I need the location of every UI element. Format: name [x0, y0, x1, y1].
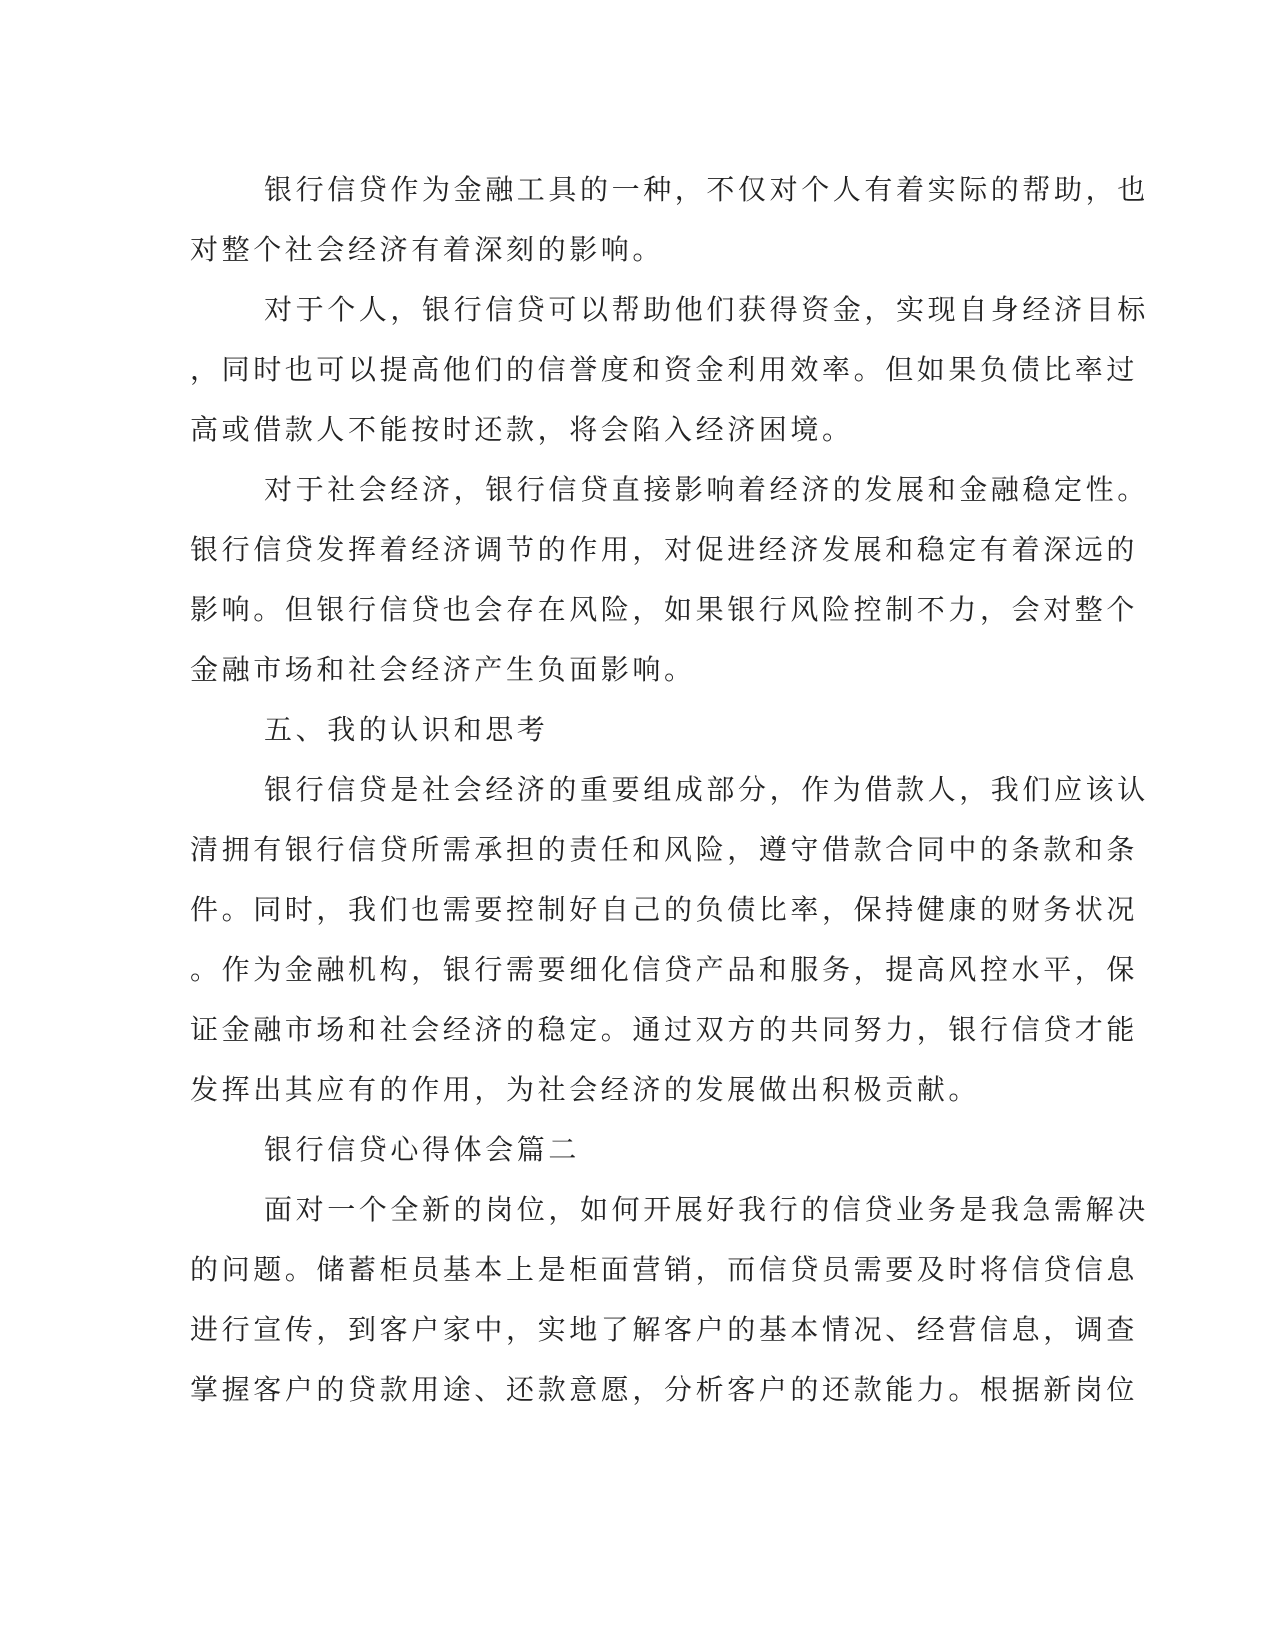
text-line: 对于社会经济，银行信贷直接影响着经济的发展和金融稳定性。 [264, 473, 1149, 506]
text-line: 面对一个全新的岗位，如何开展好我行的信贷业务是我急需解决 [264, 1193, 1149, 1226]
text-line: 证金融市场和社会经济的稳定。通过双方的共同努力，银行信贷才能 [190, 1013, 1139, 1046]
text-line: 对整个社会经济有着深刻的影响。 [190, 233, 665, 266]
text-line: 掌握客户的贷款用途、还款意愿，分析客户的还款能力。根据新岗位 [190, 1373, 1139, 1406]
text-line: 的问题。储蓄柜员基本上是柜面营销，而信贷员需要及时将信贷信息 [190, 1253, 1139, 1286]
text-line: 金融市场和社会经济产生负面影响。 [190, 653, 696, 686]
text-line: 银行信贷作为金融工具的一种，不仅对个人有着实际的帮助，也 [264, 173, 1149, 206]
document-body [190, 160, 1149, 1420]
text-line: 进行宣传，到客户家中，实地了解客户的基本情况、经营信息，调查 [190, 1313, 1139, 1346]
text-line: 银行信贷是社会经济的重要组成部分，作为借款人，我们应该认 [264, 773, 1149, 806]
text-line: 清拥有银行信贷所需承担的责任和风险，遵守借款合同中的条款和条 [190, 833, 1139, 866]
text-line: 影响。但银行信贷也会存在风险，如果银行风险控制不力，会对整个 [190, 593, 1139, 626]
article-title: 银行信贷心得体会篇二 [264, 1133, 581, 1166]
text-line: 件。同时，我们也需要控制好自己的负债比率，保持健康的财务状况 [190, 893, 1139, 926]
text-line: ，同时也可以提高他们的信誉度和资金利用效率。但如果负债比率过 [190, 353, 1139, 386]
section-heading: 五、我的认识和思考 [264, 713, 549, 746]
text-line: 发挥出其应有的作用，为社会经济的发展做出积极贡献。 [190, 1073, 981, 1106]
text-line: 银行信贷发挥着经济调节的作用，对促进经济发展和稳定有着深远的 [190, 533, 1139, 566]
text-line: 对于个人，银行信贷可以帮助他们获得资金，实现自身经济目标 [264, 293, 1149, 326]
text-line: 高或借款人不能按时还款，将会陷入经济困境。 [190, 413, 854, 446]
text-line: 。作为金融机构，银行需要细化信贷产品和服务，提高风控水平，保 [190, 953, 1139, 986]
